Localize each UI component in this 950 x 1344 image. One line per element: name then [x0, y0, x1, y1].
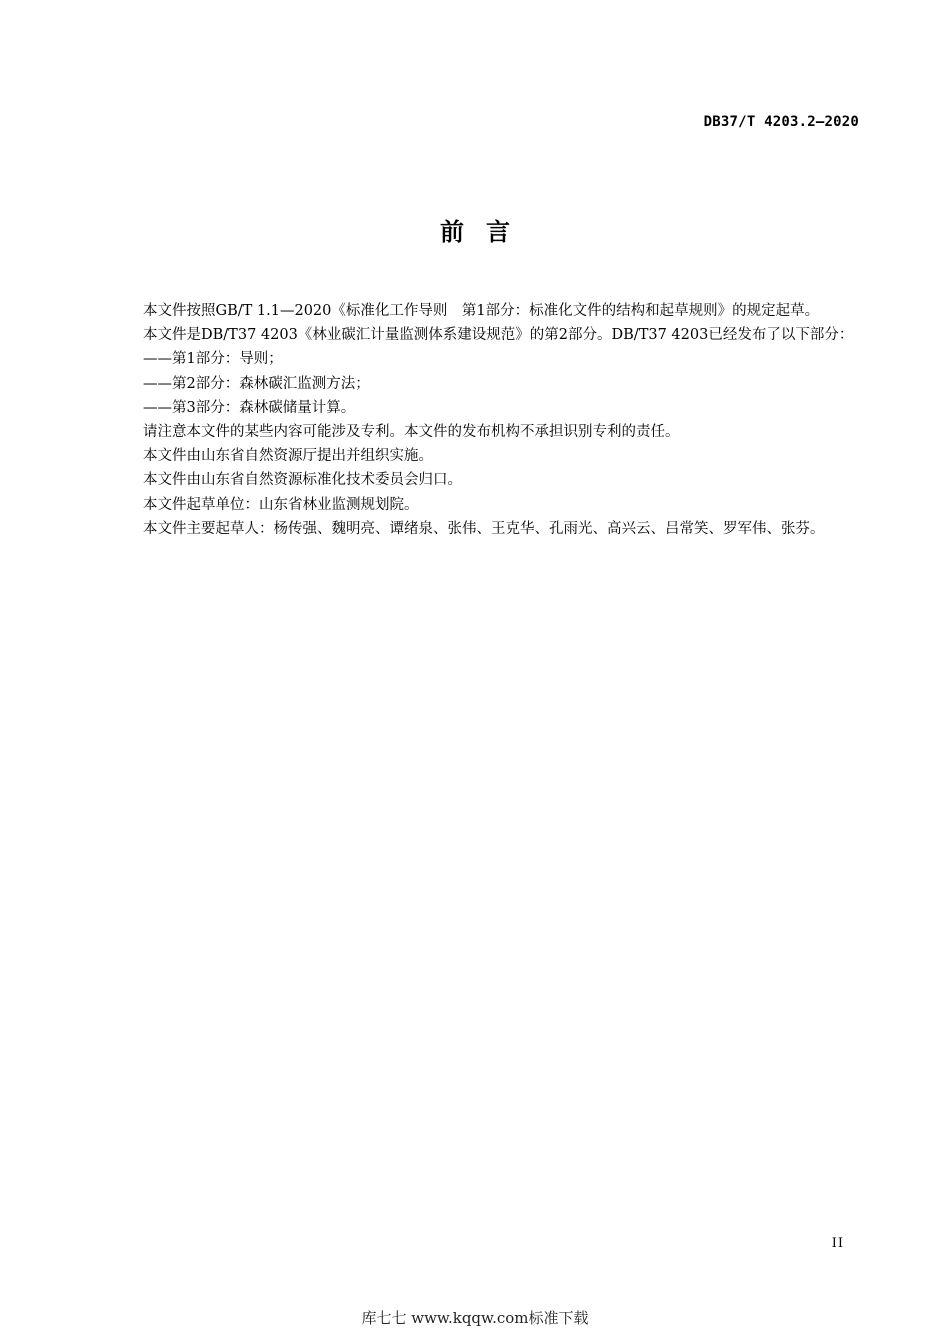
list-item-part-1: ——第1部分：导则； [143, 351, 283, 368]
paragraph-drafting-rules: 本文件按照GB/T 1.1—2020《标准化工作导则 第1部分：标准化文件的结构和起草规则》的规定起草。 [143, 303, 820, 319]
paragraph-proposer: 本文件由山东省自然资源厅提出并组织实施。 [143, 448, 433, 465]
paragraph-committee: 本文件由山东省自然资源标准化技术委员会归口。 [143, 472, 462, 489]
list-item-part-3: ——第3部分：森林碳储量计算。 [143, 399, 356, 416]
paragraph-series-info: 本文件是DB/T37 4203《林业碳汇计量监测体系建设规范》的第2部分。DB/T37 4203已经发布了以下部分： [143, 327, 854, 344]
page-number: II [831, 1236, 844, 1251]
paragraph-drafting-unit: 本文件起草单位：山东省林业监测规划院。 [143, 496, 419, 513]
foreword-body [114, 299, 859, 541]
paragraph-patent-notice: 请注意本文件的某些内容可能涉及专利。本文件的发布机构不承担识别专利的责任。 [143, 424, 680, 441]
list-item-part-2: ——第2部分：森林碳汇监测方法； [143, 375, 370, 392]
page-title: 前言 [440, 218, 532, 246]
footer-watermark: 库七七 www.kqqw.com标准下载 [361, 1309, 589, 1327]
paragraph-drafters: 本文件主要起草人：杨传强、魏明亮、谭绪泉、张伟、王克华、孔雨光、高兴云、吕常笑、罗军伟、张芬。 [143, 520, 825, 537]
document-code: DB37/T 4203.2—2020 [703, 114, 859, 130]
